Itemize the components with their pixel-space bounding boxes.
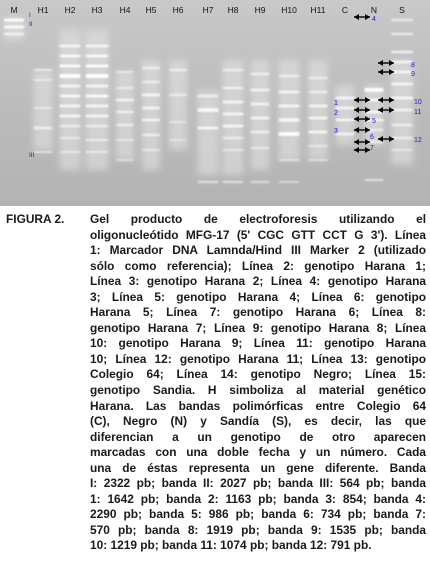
gel-band <box>60 74 81 78</box>
gel-band <box>279 75 300 78</box>
gel-band <box>86 65 109 68</box>
gel-band <box>279 91 300 94</box>
gel-band <box>142 149 160 151</box>
lane-label: H7 <box>202 5 214 15</box>
lane-label: H5 <box>145 5 157 15</box>
caption-line: genotipo Sandia. H simboliza al material genético <box>90 383 426 398</box>
caption-text <box>90 212 426 554</box>
gel-band <box>34 127 53 130</box>
caption-line: Harana. Las bandas polimórficas entre Colegio 64 <box>90 398 426 413</box>
lane-smear <box>169 60 187 150</box>
gel-band <box>223 69 244 72</box>
gel-band <box>279 181 300 183</box>
gel-band <box>223 149 244 151</box>
lane-label: H3 <box>91 5 103 15</box>
gel-band <box>60 151 81 153</box>
gel-band <box>86 74 109 78</box>
caption-line: genotipo Harana 7; Línea 9: genotipo Harana 8; Línea <box>90 320 426 335</box>
gel-band <box>4 19 24 22</box>
gel-band <box>86 95 109 98</box>
lane-smear <box>60 30 81 170</box>
lane-label: H9 <box>254 5 266 15</box>
caption-line: Gel producto de electroforesis utilizando el <box>90 212 426 226</box>
gel-band <box>60 85 81 88</box>
polymorphic-band-number: 2 <box>334 110 338 117</box>
gel-band <box>391 61 413 64</box>
gel-band <box>86 45 109 48</box>
polymorphic-band-number: 9 <box>411 71 415 78</box>
polymorphic-band-number: 12 <box>414 137 422 144</box>
lane-label: H11 <box>310 5 326 15</box>
lane-label: M <box>10 5 18 15</box>
gel-band <box>116 159 134 161</box>
gel-band <box>309 77 328 80</box>
gel-band <box>142 94 160 97</box>
gel-band <box>142 67 160 70</box>
gel-band <box>309 117 328 120</box>
gel-band <box>309 91 328 94</box>
gel-band <box>116 111 134 114</box>
gel-band <box>4 33 24 36</box>
lane-smear <box>142 60 160 170</box>
gel-band <box>198 108 219 112</box>
gel-band <box>34 79 53 81</box>
gel-band <box>169 139 187 141</box>
lane-label: H4 <box>119 5 131 15</box>
gel-band <box>251 117 270 120</box>
polymorphic-band-number: 7 <box>370 145 374 152</box>
gel-band <box>391 51 413 54</box>
gel-band <box>391 149 413 151</box>
gel-band <box>336 133 355 136</box>
gel-band <box>391 137 413 140</box>
lane-label: H1 <box>37 5 49 15</box>
polymorphic-band-number: 5 <box>372 118 376 125</box>
figure-label: FIGURA 2. <box>6 212 65 226</box>
gel-band <box>34 69 53 71</box>
marker-band-label: III <box>29 152 35 159</box>
polymorphic-band-number: 4 <box>372 16 376 23</box>
gel-band <box>365 88 384 92</box>
caption-line: marcadas con una doble fecha y un número. Cada <box>90 445 426 460</box>
gel-band <box>391 33 413 36</box>
lane-label: C <box>341 5 349 15</box>
lane-label: H6 <box>172 5 184 15</box>
gel-band <box>251 89 270 92</box>
gel-band <box>198 127 219 130</box>
marker-band-label: II <box>29 21 33 28</box>
gel-band <box>60 55 81 58</box>
gel-band <box>391 71 413 74</box>
gel-band <box>336 119 355 122</box>
gel-band <box>86 139 109 141</box>
caption-line: Harana 5; Línea 7: genotipo Harana 6; Línea 8: <box>90 305 426 320</box>
gel-band <box>391 83 413 86</box>
polymorphic-band-number: 11 <box>414 109 422 116</box>
gel-band <box>198 95 219 98</box>
gel-band <box>116 99 134 102</box>
caption-line: 1: Marcador DNA Lamnda/Hind III Marker 2 (utilizado <box>90 243 426 258</box>
caption-line: Línea 3: genotipo Harana 2; Línea 4: genotipo Harana <box>90 274 426 289</box>
lane-label: H10 <box>281 5 297 15</box>
gel-band <box>279 159 300 161</box>
gel-band <box>391 19 413 22</box>
gel-band <box>60 65 81 68</box>
gel-band <box>336 97 355 100</box>
lane-smear <box>86 30 109 170</box>
lane-label: S <box>399 5 405 15</box>
lane-label: H8 <box>227 5 239 15</box>
gel-band <box>223 125 244 128</box>
gel-band <box>223 137 244 140</box>
caption-line: 10; Línea 12: genotipo Harana 11; Línea 13: genotipo <box>90 351 426 366</box>
gel-band <box>142 107 160 110</box>
caption-line: 1: 1642 pb; banda 2: 1163 pb; banda 3: 854; banda 4: <box>90 491 426 506</box>
lane-label: H2 <box>64 5 76 15</box>
gel-band <box>60 105 81 108</box>
gel-band <box>60 137 81 139</box>
gel-band <box>365 179 384 182</box>
caption-line: I: 2322 pb; banda II: 2027 pb; banda III: 564 pb; banda <box>90 476 426 491</box>
gel-band <box>4 26 24 29</box>
gel-band <box>251 131 270 134</box>
gel-band <box>251 73 270 76</box>
polymorphic-band-number: 8 <box>411 62 415 69</box>
caption-line: 10: genotipo Harana 9; Línea 11: genotipo Harana <box>90 336 426 351</box>
gel-band <box>142 119 160 122</box>
gel-band <box>309 145 328 147</box>
lane-smear <box>251 60 270 170</box>
gel-band <box>279 132 300 136</box>
figure-caption <box>6 212 426 554</box>
polymorphic-band-number: 6 <box>370 134 374 141</box>
gel-band <box>391 97 413 100</box>
marker-band-label: I <box>29 12 31 19</box>
gel-band <box>391 124 413 127</box>
gel-band <box>86 55 109 58</box>
gel-band <box>34 107 53 109</box>
gel-band <box>336 107 355 110</box>
lane-smear <box>223 60 244 175</box>
caption-line: (C), Negro (N) y Sandía (S), es decir, las que <box>90 414 426 429</box>
lane-smear <box>34 70 53 150</box>
electrophoresis-gel-figure <box>0 0 430 206</box>
gel-band <box>251 103 270 106</box>
gel-band <box>116 124 134 127</box>
gel-band <box>86 105 109 108</box>
gel-band <box>279 118 300 122</box>
polymorphic-band-number: 10 <box>414 99 422 106</box>
gel-band <box>142 81 160 84</box>
gel-band <box>223 181 244 184</box>
gel-band <box>309 105 328 108</box>
gel-band <box>142 134 160 137</box>
gel-band <box>223 101 244 104</box>
caption-line: 10: 1219 pb; banda 11: 1074 pb; banda 12: 791 pb. <box>90 538 372 553</box>
gel-band <box>169 69 187 72</box>
gel-band <box>116 87 134 89</box>
lane-smear <box>198 90 219 175</box>
caption-line: una de éstas representa un gene diferente. Banda <box>90 460 426 475</box>
gel-band <box>86 85 109 88</box>
gel-band <box>251 181 270 184</box>
lane-smear <box>116 70 134 160</box>
gel-band <box>223 87 244 90</box>
gel-band <box>309 159 328 161</box>
gel-band <box>223 113 244 116</box>
gel-band <box>60 115 81 118</box>
gel-band <box>60 45 81 48</box>
gel-band <box>198 181 219 184</box>
lane-smear <box>336 85 355 145</box>
lane-label: N <box>370 5 378 15</box>
gel-band <box>169 121 187 123</box>
caption-line: 3; Línea 5: genotipo Harana 4; Línea 6: genotipo <box>90 289 426 304</box>
gel-band <box>34 151 53 153</box>
gel-band <box>279 105 300 108</box>
caption-line: oligonucleótido MFG-17 (5' CGC GTT CCT G 3'). Línea <box>90 227 426 242</box>
gel-band <box>86 151 109 153</box>
polymorphic-band-number: 3 <box>334 128 338 135</box>
gel-band <box>116 71 134 73</box>
caption-line: sólo como referencia); Línea 2: genotipo Harana 1; <box>90 258 426 273</box>
caption-line: 2290 pb; banda 5: 986 pb; banda 6: 734 pb; banda 7: <box>90 507 426 522</box>
caption-line: 570 pb; banda 8: 1919 pb; banda 9: 1535 pb; banda <box>90 522 426 537</box>
gel-band <box>251 147 270 149</box>
caption-line: diferencian a un genotipo de otro aparecen <box>90 429 426 444</box>
polymorphic-band-number: 1 <box>334 100 338 107</box>
caption-line: Colegio 64; Línea 14: genotipo Negro; Línea 15: <box>90 367 426 382</box>
gel-band <box>60 95 81 98</box>
gel-band <box>60 125 81 128</box>
gel-band <box>169 94 187 97</box>
lane-smear <box>365 85 384 145</box>
gel-band <box>309 131 328 134</box>
gel-band <box>116 139 134 141</box>
gel-band <box>391 109 413 112</box>
gel-band <box>86 125 109 128</box>
gel-band <box>86 115 109 118</box>
